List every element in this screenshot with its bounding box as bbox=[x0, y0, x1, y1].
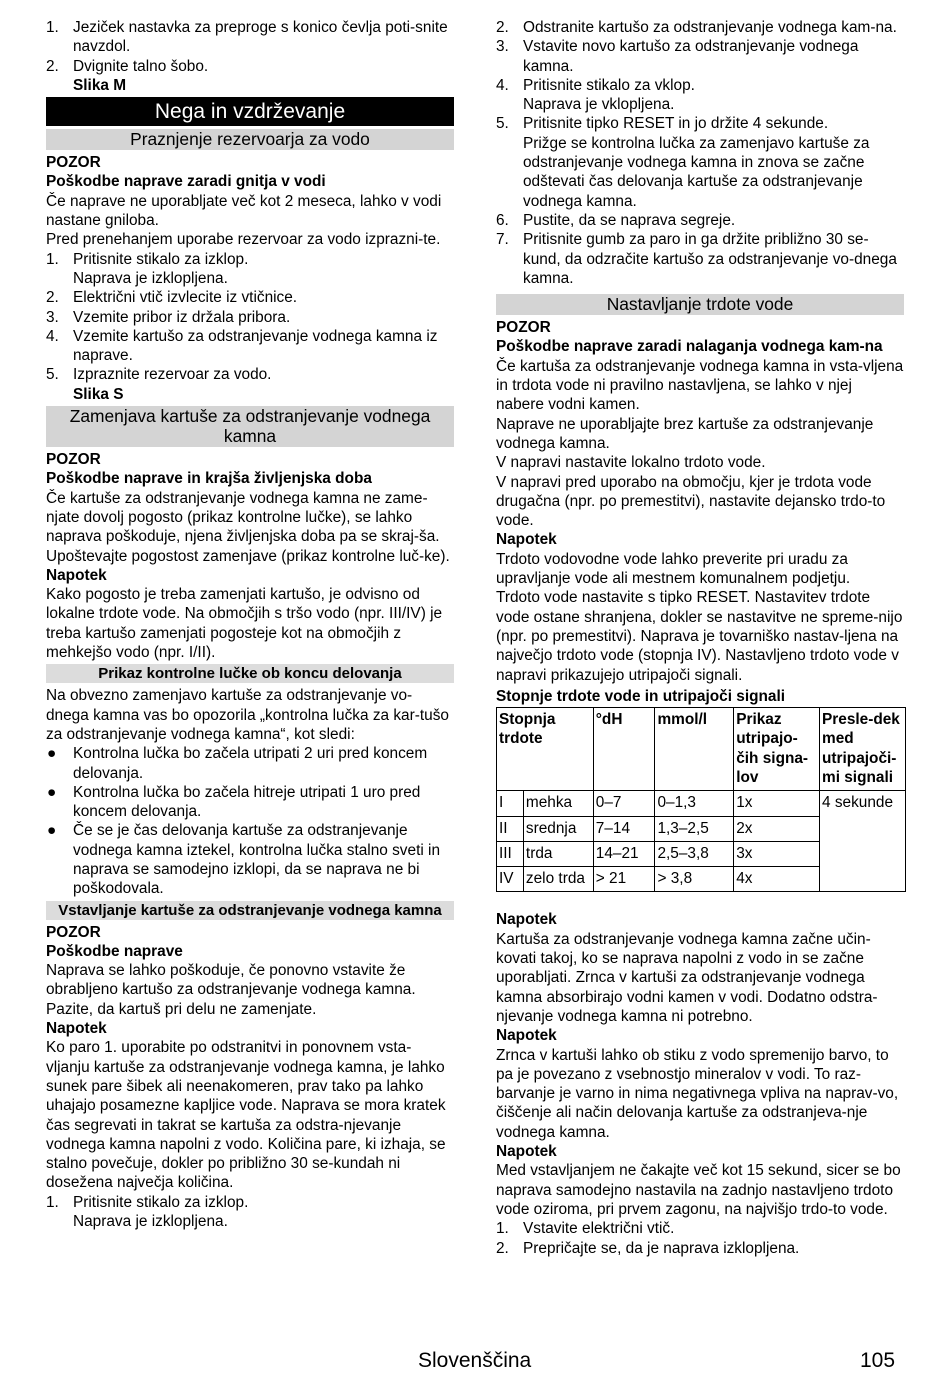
chapter-heading: Nega in vzdrževanje bbox=[46, 97, 454, 126]
list-item bbox=[46, 327, 454, 366]
table-cell: 14–21 bbox=[593, 841, 655, 866]
bullet-text: Kontrolna lučka bo začela utripati 2 uri pred koncem delovanja. bbox=[73, 745, 428, 782]
paragraph: Kartuša za odstranjevanje vodnega kamna začne učin-kovati takoj, ko se naprava napolni z vodo in se začne uporabljati. Zrnca v kartuši za odstranjevanje vodnega kamna absorbirajo vodni kamen v vodi. Dodatno odstra-njevanje vodnega kamna ni potrebno. bbox=[496, 930, 878, 1025]
step-number: 5. bbox=[496, 115, 509, 133]
table-cell: 0–1,3 bbox=[655, 791, 734, 816]
step-number: 3. bbox=[46, 308, 59, 326]
step-number: 2. bbox=[46, 289, 59, 307]
step-text: Pritisnite stikalo za izklop. bbox=[73, 1193, 249, 1211]
page-number: 105 bbox=[860, 1349, 896, 1372]
list-item bbox=[46, 365, 454, 384]
step-text: Vzemite pribor iz držala pribora. bbox=[73, 308, 291, 326]
paragraph: Ko paro 1. uporabite po odstranitvi in ponovnem vsta-vljanju kartuše za odstranjevanje vodnega kamna, je lahko sunek pare šibek ali neenakomeren, prav tako pa lahko uhajajo posamezne kapljice vode. Naprava se mora kratek čas segrevati in takrat se kartuša za odstra-njevanje vodnega kamna napolni z vodo. Količina pare, ki izhaja, se stalno povečuje, dokler po približno 30 se-kundah ni dosežena največja količina. bbox=[46, 1039, 446, 1192]
table-caption: Stopnje trdote vode in utripajoči signali bbox=[496, 687, 786, 705]
paragraph: Če naprave ne uporabljate več kot 2 meseca, lahko v vodi nastane gniloba. bbox=[46, 192, 442, 230]
step-number: 2. bbox=[46, 57, 59, 75]
note-label: Napotek bbox=[496, 1143, 557, 1161]
table-cell: 7–14 bbox=[593, 816, 655, 841]
step-number: 1. bbox=[496, 1220, 509, 1238]
bullet-icon: ● bbox=[47, 822, 57, 840]
table-cell: III bbox=[497, 841, 524, 866]
bullet-item bbox=[46, 744, 454, 783]
warning-title: Poškodbe naprave in krajša življenjska doba bbox=[46, 470, 372, 488]
list-item bbox=[496, 1219, 904, 1238]
table-cell: 2x bbox=[734, 816, 820, 841]
step-number: 4. bbox=[46, 327, 59, 345]
step-number: 3. bbox=[496, 38, 509, 56]
step-result: Naprava je izklopljena. bbox=[73, 269, 228, 287]
step-number: 5. bbox=[46, 366, 59, 384]
paragraph: Na obvezno zamenjavo kartuše za odstranjevanje vo-dnega kamna vas bo opozorila „kontrolna lučka za kar-tušo za odstranjevanje vodnega kamna“, kot sledi: bbox=[46, 687, 449, 743]
step-text: Pustite, da se naprava segreje. bbox=[523, 211, 736, 229]
step-text: Pritisnite tipko RESET in jo držite 4 sekunde. bbox=[523, 115, 829, 133]
list-item bbox=[46, 250, 454, 269]
section-heading: Praznjenje rezervoarja za vodo bbox=[46, 129, 454, 150]
step-text: Pritisnite stikalo za vklop. bbox=[523, 76, 695, 94]
bullet-text: Če se je čas delovanja kartuše za odstranjevanje vodnega kamna iztekel, kontrolna lučka stalno sveti in naprava se samodejno izklopi, da se naprava ne bi poškodovala. bbox=[73, 822, 441, 898]
step-number: 2. bbox=[496, 1239, 509, 1257]
paragraph: Zrnca v kartuši lahko ob stiku z vodo spremenijo barvo, to pa je povezano z vsebnostjo mineralov v vodi. To raz-barvanje je varno in nima negativnega vpliva na naprav-vo, čiščenje ali način delovanja kartuše za odstranjeva-nje vodnega kamna. bbox=[496, 1046, 899, 1141]
list-item bbox=[46, 1193, 454, 1212]
list-item bbox=[496, 76, 904, 95]
table-cell: 4x bbox=[734, 867, 820, 892]
table-cell: trda bbox=[523, 841, 593, 866]
right-column bbox=[496, 18, 904, 1258]
note-label: Napotek bbox=[496, 911, 557, 929]
paragraph: Upoštevajte pogostost zamenjave (prikaz kontrolne luč-ke). bbox=[46, 547, 450, 565]
list-item bbox=[46, 288, 454, 307]
warning-label: POZOR bbox=[46, 451, 101, 469]
bullet-item bbox=[46, 783, 454, 822]
note-label: Napotek bbox=[496, 1027, 557, 1045]
step-result: Naprava je vklopljena. bbox=[523, 96, 675, 114]
step-number: 6. bbox=[496, 211, 509, 229]
table-cell: 0–7 bbox=[593, 791, 655, 816]
step-result: Prižge se kontrolna lučka za zamenjavo kartuše za odstranjevanje vodnega kamna in znova se začne odštevati čas delovanja kartuše za odstranjevanje vodnega kamna. bbox=[523, 134, 870, 210]
paragraph: V napravi nastavite lokalno trdoto vode. bbox=[496, 454, 766, 472]
section-heading: Zamenjava kartuše za odstranjevanje vodnega kamna bbox=[46, 406, 454, 447]
warning-title: Poškodbe naprave zaradi gnitja v vodi bbox=[46, 173, 326, 191]
list-item bbox=[496, 37, 904, 76]
list-item bbox=[496, 211, 904, 230]
note-label: Napotek bbox=[46, 1020, 107, 1038]
warning-label: POZOR bbox=[46, 923, 101, 941]
figure-reference: Slika S bbox=[73, 385, 124, 403]
table-cell: IV bbox=[497, 867, 524, 892]
column-header: °dH bbox=[593, 708, 655, 791]
table-cell: 4 sekunde bbox=[820, 791, 906, 892]
column-header: Presle-dek med utripajoči-mi signali bbox=[820, 708, 906, 791]
list-item bbox=[46, 18, 454, 57]
bullet-icon: ● bbox=[47, 745, 57, 763]
paragraph: Če kartuša za odstranjevanje vodnega kamna in vsta-vljena in trdota vode ni pravilno nastavljena, se lahko v njej nabere vodni kamen. bbox=[496, 357, 904, 414]
step-text: Odstranite kartušo za odstranjevanje vodnega kam-na. bbox=[523, 19, 897, 36]
paragraph: Kako pogosto je treba zamenjati kartušo, je odvisno od lokalne trdote vode. Na območjih s tršo vodo (npr. III/IV) je treba kartušo zamenjati pogosteje kot na območjih z mehkejšo vodo (npr. I/II). bbox=[46, 586, 443, 662]
list-item bbox=[496, 1239, 904, 1258]
column-header: mmol/l bbox=[655, 708, 734, 791]
list-item bbox=[496, 18, 904, 37]
list-item bbox=[46, 308, 454, 327]
table-cell: 2,5–3,8 bbox=[655, 841, 734, 866]
section-heading: Nastavljanje trdote vode bbox=[496, 294, 904, 315]
table-cell: 3x bbox=[734, 841, 820, 866]
footer-language: Slovenščina bbox=[418, 1349, 532, 1372]
paragraph: Trdoto vodovodne vode lahko preverite pri uradu za upravljanje vode ali mestnem komunalnem podjetju. bbox=[496, 550, 851, 588]
step-text: Izpraznite rezervoar za vodo. bbox=[73, 366, 272, 384]
table-cell: > 3,8 bbox=[655, 867, 734, 892]
table-cell: 1,3–2,5 bbox=[655, 816, 734, 841]
table-cell: > 21 bbox=[593, 867, 655, 892]
table-cell: 1x bbox=[734, 791, 820, 816]
step-text: Vzemite kartušo za odstranjevanje vodnega kamna iz naprave. bbox=[73, 327, 438, 365]
column-header: Prikaz utripajo-čih signa-lov bbox=[734, 708, 820, 791]
step-number: 4. bbox=[496, 76, 509, 94]
table-header-row bbox=[497, 708, 906, 791]
bullet-icon: ● bbox=[47, 783, 57, 801]
warning-title: Poškodbe naprave zaradi nalaganja vodnega kam-na bbox=[496, 338, 883, 356]
paragraph: Če kartuše za odstranjevanje vodnega kamna ne zame-njate dovolj pogosto (prikaz kontrolne lučke), se lahko naprava poškoduje, njena življenjska doba pa se skraj-ša. bbox=[46, 489, 440, 546]
list-item bbox=[496, 230, 904, 288]
step-number: 1. bbox=[46, 1193, 59, 1211]
table-cell: zelo trda bbox=[523, 867, 593, 892]
list-item bbox=[46, 57, 454, 76]
step-number: 7. bbox=[496, 231, 509, 249]
subsection-heading: Vstavljanje kartuše za odstranjevanje vodnega kamna bbox=[46, 901, 454, 920]
step-text: Dvignite talno šobo. bbox=[73, 57, 209, 75]
step-text: Vstavite novo kartušo za odstranjevanje vodnega kamna. bbox=[523, 38, 859, 75]
step-text: Električni vtič izvlecite iz vtičnice. bbox=[73, 289, 298, 307]
step-text: Pritisnite stikalo za izklop. bbox=[73, 250, 249, 268]
paragraph: Trdoto vode nastavite s tipko RESET. Nastavitev trdote vode ostane shranjena, dokler se nastavitve ne spreme-nijo (npr. po premestitvi). Naprava je tovarniško nastav-ljena na največjo trdoto vode (stopnja IV). Nastavljeno trdoto vode v napravi prikazujejo utripajoči signali. bbox=[496, 589, 903, 684]
warning-label: POZOR bbox=[496, 319, 551, 337]
step-number: 1. bbox=[46, 19, 59, 36]
bullet-text: Kontrolna lučka bo začela hitreje utripati 1 uro pred koncem delovanja. bbox=[73, 783, 421, 821]
table-cell: II bbox=[497, 816, 524, 841]
left-column bbox=[46, 18, 454, 1231]
note-label: Napotek bbox=[496, 531, 557, 549]
list-item bbox=[496, 114, 904, 133]
table-cell: srednja bbox=[523, 816, 593, 841]
hardness-table bbox=[496, 707, 906, 892]
table-cell: mehka bbox=[523, 791, 593, 816]
step-text: Prepričajte se, da je naprava izklopljena. bbox=[523, 1239, 800, 1257]
warning-label: POZOR bbox=[46, 154, 101, 172]
note-label: Napotek bbox=[46, 566, 107, 584]
figure-reference: Slika M bbox=[73, 76, 127, 94]
step-number: 1. bbox=[46, 250, 59, 268]
subsection-heading: Prikaz kontrolne lučke ob koncu delovanja bbox=[46, 664, 454, 683]
paragraph: Med vstavljanjem ne čakajte več kot 15 sekund, sicer se bo naprava samodejno nastavila na zadnjo nastavljeno trdoto vode oziroma, pri prvem zagonu, na najvišjo trdo-to vode. bbox=[496, 1162, 901, 1218]
column-header: Stopnja trdote bbox=[497, 708, 594, 791]
step-text: Vstavite električni vtič. bbox=[523, 1220, 675, 1238]
paragraph: Pred prenehanjem uporabe rezervoar za vodo izprazni-te. bbox=[46, 231, 441, 249]
bullet-item bbox=[46, 821, 454, 898]
paragraph: Naprave ne uporabljajte brez kartuše za odstranjevanje vodnega kamna. bbox=[496, 415, 874, 452]
table-row bbox=[497, 791, 906, 816]
table-cell: I bbox=[497, 791, 524, 816]
step-number: 2. bbox=[496, 19, 509, 36]
step-text: Jeziček nastavka za preproge s konico čevlja poti-snite navzdol. bbox=[73, 19, 448, 56]
warning-title: Poškodbe naprave bbox=[46, 942, 183, 960]
step-text: Pritisnite gumb za paro in ga držite približno 30 se-kund, da odzračite kartušo za odstranjevanje vo-dnega kamna. bbox=[523, 231, 897, 287]
paragraph: Naprava se lahko poškoduje, če ponovno vstavite že obrabljeno kartušo za odstranjevanje vodnega kamna. Pazite, da kartuš pri delu ne zamenjate. bbox=[46, 962, 416, 1018]
step-result: Naprava je izklopljena. bbox=[73, 1213, 228, 1231]
paragraph: V napravi pred uporabo na območju, kjer je trdota vode drugačna (npr. po premestitvi), nastavite dejansko trdo-to vode. bbox=[496, 473, 886, 530]
